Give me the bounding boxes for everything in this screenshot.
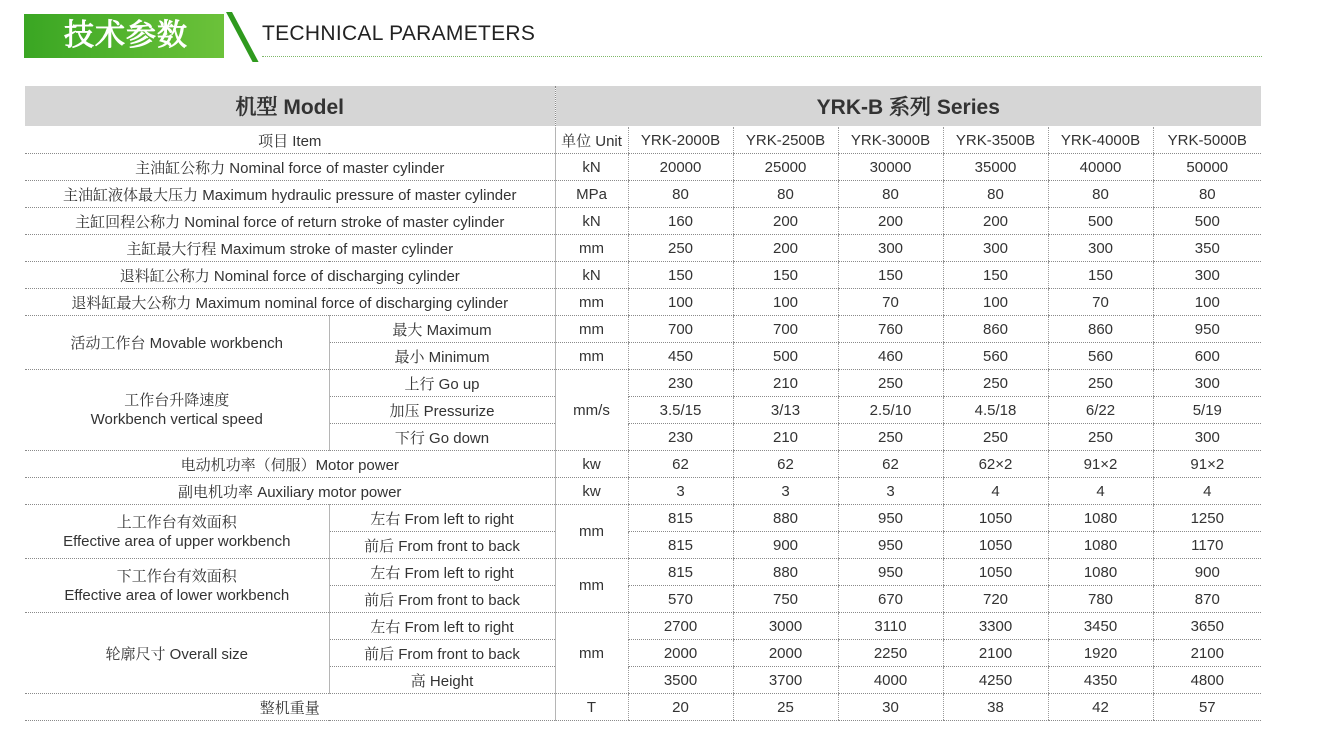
cell-value: 40000: [1048, 154, 1153, 181]
row-label: 退料缸公称力 Nominal force of discharging cylinder: [25, 262, 555, 289]
cell-value: 1170: [1153, 532, 1261, 559]
cell-value: 100: [1153, 289, 1261, 316]
row-label: 主缸回程公称力 Nominal force of return stroke of master cylinder: [25, 208, 555, 235]
cell-value: 100: [943, 289, 1048, 316]
cell-value: 200: [733, 235, 838, 262]
cell-value: 62: [628, 451, 733, 478]
row-unit: kN: [555, 154, 628, 181]
cell-value: 62: [838, 451, 943, 478]
cell-value: 5/19: [1153, 397, 1261, 424]
lower-label-en: Effective area of lower workbench: [64, 586, 290, 604]
row-label: 主油缸液体最大压力 Maximum hydraulic pressure of master cylinder: [25, 181, 555, 208]
cell-value: 4250: [943, 667, 1048, 694]
cell-value: 250: [838, 424, 943, 451]
cell-value: 4: [1153, 478, 1261, 505]
cell-value: 38: [943, 694, 1048, 721]
sub-label: 左右 From left to right: [329, 559, 555, 586]
cell-value: 160: [628, 208, 733, 235]
cell-value: 100: [733, 289, 838, 316]
unit-header: 单位 Unit: [555, 127, 628, 154]
cell-value: 150: [733, 262, 838, 289]
model-name: YRK-3000B: [838, 127, 943, 154]
cell-value: 2100: [1153, 640, 1261, 667]
model-name: YRK-3500B: [943, 127, 1048, 154]
group-label-upper: [25, 505, 329, 559]
cell-value: 500: [733, 343, 838, 370]
cell-value: 80: [838, 181, 943, 208]
cell-value: 200: [943, 208, 1048, 235]
cell-value: 3110: [838, 613, 943, 640]
cell-value: 70: [1048, 289, 1153, 316]
series-header: YRK-B 系列 Series: [555, 86, 1261, 127]
cell-value: 3: [838, 478, 943, 505]
row-label: 整机重量: [25, 694, 555, 721]
cell-value: 3300: [943, 613, 1048, 640]
cell-value: 700: [628, 316, 733, 343]
cell-value: 80: [1048, 181, 1153, 208]
cell-value: 4: [943, 478, 1048, 505]
cell-value: 250: [628, 235, 733, 262]
cell-value: 1080: [1048, 505, 1153, 532]
cell-value: 200: [733, 208, 838, 235]
sub-label: 前后 From front to back: [329, 640, 555, 667]
speed-label-en: Workbench vertical speed: [90, 411, 263, 428]
row-unit: mm: [555, 235, 628, 262]
title-slash-divider: [226, 12, 259, 62]
sub-label: 高 Height: [329, 667, 555, 694]
cell-value: 200: [838, 208, 943, 235]
cell-value: 950: [838, 532, 943, 559]
cell-value: 25: [733, 694, 838, 721]
cell-value: 62: [733, 451, 838, 478]
cell-value: 815: [628, 532, 733, 559]
model-name: YRK-5000B: [1153, 127, 1261, 154]
speed-label-cn: 工作台升降速度: [124, 392, 230, 409]
cell-value: 560: [943, 343, 1048, 370]
cell-value: 250: [1048, 370, 1153, 397]
cell-value: 300: [943, 235, 1048, 262]
cell-value: 860: [943, 316, 1048, 343]
item-header: 项目 Item: [25, 127, 555, 154]
cell-value: 815: [628, 505, 733, 532]
cell-value: 815: [628, 559, 733, 586]
cell-value: 780: [1048, 586, 1153, 613]
table-row: [25, 181, 1261, 208]
cell-value: 150: [1048, 262, 1153, 289]
model-names-row: [25, 127, 1261, 154]
cell-value: 62×2: [943, 451, 1048, 478]
cell-value: 3500: [628, 667, 733, 694]
cell-value: 500: [1048, 208, 1153, 235]
cell-value: 2000: [628, 640, 733, 667]
table-row: [25, 262, 1261, 289]
sub-label: 前后 From front to back: [329, 586, 555, 613]
cell-value: 3700: [733, 667, 838, 694]
cell-value: 300: [1153, 424, 1261, 451]
cell-value: 80: [628, 181, 733, 208]
cell-value: 1080: [1048, 559, 1153, 586]
cell-value: 80: [733, 181, 838, 208]
cell-value: 2700: [628, 613, 733, 640]
cell-value: 3.5/15: [628, 397, 733, 424]
cell-value: 500: [1153, 208, 1261, 235]
table-row: [25, 559, 1261, 586]
row-label: 主缸最大行程 Maximum stroke of master cylinder: [25, 235, 555, 262]
row-label: 主油缸公称力 Nominal force of master cylinder: [25, 154, 555, 181]
cell-value: 3: [628, 478, 733, 505]
table-head-row: [25, 86, 1261, 127]
cell-value: 860: [1048, 316, 1153, 343]
cell-value: 2100: [943, 640, 1048, 667]
row-unit: mm/s: [555, 370, 628, 451]
row-unit: mm: [555, 505, 628, 559]
cell-value: 1050: [943, 559, 1048, 586]
cell-value: 750: [733, 586, 838, 613]
cell-value: 2250: [838, 640, 943, 667]
cell-value: 570: [628, 586, 733, 613]
cell-value: 3/13: [733, 397, 838, 424]
group-label-lower: [25, 559, 329, 613]
cell-value: 42: [1048, 694, 1153, 721]
cell-value: 250: [943, 370, 1048, 397]
cell-value: 25000: [733, 154, 838, 181]
cell-value: 210: [733, 424, 838, 451]
cell-value: 300: [1153, 370, 1261, 397]
row-unit: T: [555, 694, 628, 721]
cell-value: 720: [943, 586, 1048, 613]
lower-label-cn: 下工作台有效面积: [116, 567, 237, 585]
cell-value: 600: [1153, 343, 1261, 370]
model-header: 机型 Model: [25, 86, 555, 127]
sub-label: 前后 From front to back: [329, 532, 555, 559]
cell-value: 900: [733, 532, 838, 559]
cell-value: 350: [1153, 235, 1261, 262]
table-row: [25, 451, 1261, 478]
row-label: 电动机功率（伺服）Motor power: [25, 451, 555, 478]
section-title-en: TECHNICAL PARAMETERS: [262, 22, 536, 45]
row-unit: kN: [555, 208, 628, 235]
row-unit: mm: [555, 559, 628, 613]
cell-value: 950: [838, 559, 943, 586]
cell-value: 4.5/18: [943, 397, 1048, 424]
cell-value: 1250: [1153, 505, 1261, 532]
cell-value: 20: [628, 694, 733, 721]
cell-value: 57: [1153, 694, 1261, 721]
cell-value: 80: [943, 181, 1048, 208]
row-unit: kN: [555, 262, 628, 289]
cell-value: 150: [838, 262, 943, 289]
cell-value: 91×2: [1153, 451, 1261, 478]
cell-value: 4350: [1048, 667, 1153, 694]
row-unit: mm: [555, 613, 628, 694]
cell-value: 6/22: [1048, 397, 1153, 424]
row-unit: mm: [555, 343, 628, 370]
cell-value: 1050: [943, 505, 1048, 532]
cell-value: 4: [1048, 478, 1153, 505]
cell-value: 950: [1153, 316, 1261, 343]
sub-label: 下行 Go down: [329, 424, 555, 451]
group-label-overall: 轮廓尺寸 Overall size: [25, 613, 329, 694]
cell-value: 30: [838, 694, 943, 721]
cell-value: 50000: [1153, 154, 1261, 181]
sub-label: 上行 Go up: [329, 370, 555, 397]
cell-value: 150: [943, 262, 1048, 289]
cell-value: 3450: [1048, 613, 1153, 640]
cell-value: 300: [1153, 262, 1261, 289]
cell-value: 4000: [838, 667, 943, 694]
cell-value: 880: [733, 559, 838, 586]
row-unit: kw: [555, 451, 628, 478]
sub-label: 加压 Pressurize: [329, 397, 555, 424]
cell-value: 210: [733, 370, 838, 397]
cell-value: 150: [628, 262, 733, 289]
cell-value: 35000: [943, 154, 1048, 181]
cell-value: 700: [733, 316, 838, 343]
table-row: [25, 154, 1261, 181]
header-dotted-rule: [262, 56, 1262, 57]
cell-value: 1920: [1048, 640, 1153, 667]
cell-value: 450: [628, 343, 733, 370]
cell-value: 880: [733, 505, 838, 532]
cell-value: 950: [838, 505, 943, 532]
table-row: [25, 613, 1261, 640]
cell-value: 4800: [1153, 667, 1261, 694]
cell-value: 900: [1153, 559, 1261, 586]
model-name: YRK-4000B: [1048, 127, 1153, 154]
group-label-speed: [25, 370, 329, 451]
cell-value: 2.5/10: [838, 397, 943, 424]
cell-value: 250: [943, 424, 1048, 451]
table-row: [25, 694, 1261, 721]
upper-label-en: Effective area of upper workbench: [63, 532, 291, 550]
section-header: [0, 0, 1332, 70]
sub-label: 最小 Minimum: [329, 343, 555, 370]
table-row: [25, 370, 1261, 397]
row-unit: mm: [555, 316, 628, 343]
row-label: 退料缸最大公称力 Maximum nominal force of discharging cylinder: [25, 289, 555, 316]
sub-label: 左右 From left to right: [329, 505, 555, 532]
model-name: YRK-2000B: [628, 127, 733, 154]
table-row: [25, 289, 1261, 316]
table-row: [25, 208, 1261, 235]
cell-value: 3000: [733, 613, 838, 640]
table-row: [25, 235, 1261, 262]
cell-value: 250: [1048, 424, 1153, 451]
cell-value: 3: [733, 478, 838, 505]
cell-value: 250: [838, 370, 943, 397]
cell-value: 760: [838, 316, 943, 343]
row-unit: kw: [555, 478, 628, 505]
cell-value: 2000: [733, 640, 838, 667]
upper-label-cn: 上工作台有效面积: [116, 513, 237, 531]
cell-value: 1080: [1048, 532, 1153, 559]
table-row: [25, 505, 1261, 532]
cell-value: 3650: [1153, 613, 1261, 640]
sub-label: 最大 Maximum: [329, 316, 555, 343]
cell-value: 300: [838, 235, 943, 262]
cell-value: 230: [628, 424, 733, 451]
cell-value: 70: [838, 289, 943, 316]
cell-value: 560: [1048, 343, 1153, 370]
row-unit: MPa: [555, 181, 628, 208]
cell-value: 20000: [628, 154, 733, 181]
sub-label: 左右 From left to right: [329, 613, 555, 640]
row-label: 副电机功率 Auxiliary motor power: [25, 478, 555, 505]
section-title-cn: 技术参数: [64, 18, 188, 53]
row-unit: mm: [555, 289, 628, 316]
table-row: [25, 478, 1261, 505]
technical-parameters-table: [25, 86, 1261, 721]
cell-value: 300: [1048, 235, 1153, 262]
cell-value: 460: [838, 343, 943, 370]
cell-value: 80: [1153, 181, 1261, 208]
cell-value: 30000: [838, 154, 943, 181]
model-name: YRK-2500B: [733, 127, 838, 154]
cell-value: 100: [628, 289, 733, 316]
table-row: [25, 316, 1261, 343]
cell-value: 91×2: [1048, 451, 1153, 478]
cell-value: 670: [838, 586, 943, 613]
cell-value: 870: [1153, 586, 1261, 613]
cell-value: 1050: [943, 532, 1048, 559]
group-label-movable: 活动工作台 Movable workbench: [25, 316, 329, 370]
cell-value: 230: [628, 370, 733, 397]
